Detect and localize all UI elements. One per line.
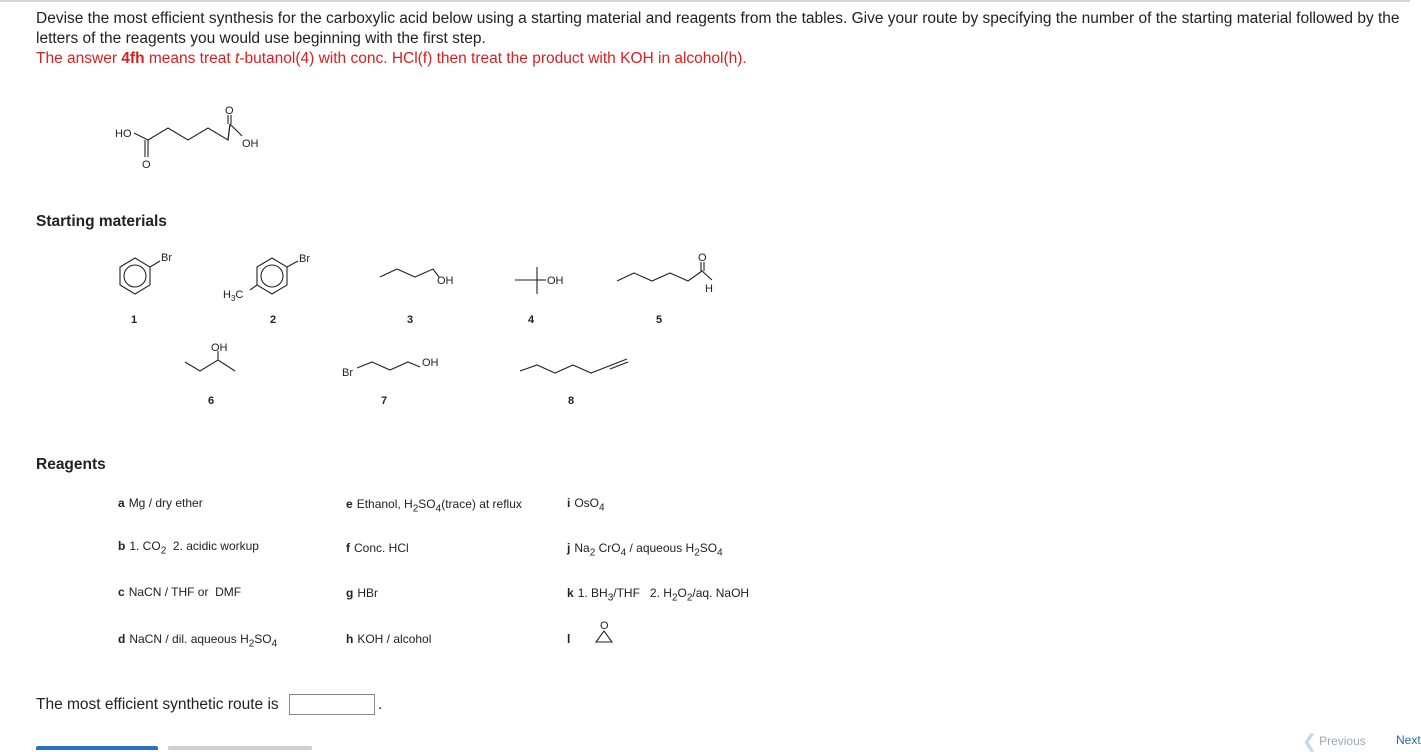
starting-material-3-structure [375, 262, 465, 297]
sm7-br-label: Br [342, 367, 353, 379]
starting-material-2-structure [220, 250, 320, 305]
sm5-h-label: H [705, 283, 713, 295]
sm-number-1: 1 [131, 314, 138, 326]
sm-number-8: 8 [568, 395, 575, 407]
question-example: The answer 4fh means treat t-butanol(4) with conc. HCl(f) then treat the product with KOH in alcohol(h). [36, 50, 747, 67]
reagent-c: c NaCN / THF or DMF [118, 585, 242, 599]
epoxide-o-label: O [600, 620, 609, 632]
sm1-br-label: Br [161, 252, 172, 264]
sm3-oh-label: OH [437, 275, 454, 287]
reagent-g: g HBr [346, 586, 379, 600]
sm2-br-label: Br [299, 253, 310, 265]
sm2-h3c-label: $H_3C$ [223, 289, 244, 303]
target-o-bottom: O [142, 159, 151, 171]
target-ho-label: HO [115, 128, 132, 140]
sm-number-7: 7 [381, 395, 388, 407]
answer-suffix: . [378, 696, 383, 713]
reagent-b: b 1. $CO_2$ 2. acidic workup [118, 539, 259, 557]
sm5-o-label: O [698, 252, 707, 264]
secondary-button-edge[interactable] [168, 746, 312, 750]
starting-material-8-structure [515, 355, 635, 385]
reagent-e: e Ethanol, $H_2SO_4(trace)$ at reflux [346, 497, 522, 515]
sm4-oh-label: OH [547, 275, 564, 287]
sm-number-5: 5 [656, 314, 663, 326]
reagent-i: i OsO$_4$ [567, 496, 605, 514]
reagent-d: d NaCN / dil. aqueous $H_2SO_4$ [118, 632, 278, 650]
chevron-left-icon: ❮ [1302, 731, 1318, 751]
sm-number-3: 3 [407, 314, 414, 326]
reagents-heading: Reagents [36, 456, 106, 473]
starting-material-5-structure [612, 248, 722, 298]
sm7-oh-label: OH [422, 357, 439, 369]
top-divider [0, 0, 1410, 2]
question-instructions: Devise the most efficient synthesis for the carboxylic acid below using a starting material and reagents from the tables. Give your route by specifying the number of the starting material followed by the letters of the reagents you would use beginning with the first step. [36, 10, 1400, 47]
starting-materials-heading: Starting materials [36, 213, 167, 230]
reagent-l: l [567, 632, 571, 646]
answer-input[interactable] [289, 694, 375, 715]
starting-material-7-structure [340, 352, 450, 387]
next-button[interactable]: Next [1396, 733, 1421, 747]
sm-number-6: 6 [208, 395, 215, 407]
reagent-a: a Mg / dry ether [118, 496, 203, 510]
starting-material-4-structure [510, 262, 580, 302]
sm-number-2: 2 [270, 314, 277, 326]
sm6-oh-label: OH [211, 342, 228, 354]
previous-button[interactable]: ❮ Previous [1302, 731, 1366, 751]
target-o-top: O [225, 105, 234, 117]
answer-prompt: The most efficient synthetic route is [36, 696, 279, 713]
reagent-f: f Conc. HCl [346, 541, 409, 555]
sm-number-4: 4 [528, 314, 535, 326]
reagent-k: k 1. $BH_3$/THF 2. $H_2O_2/aq$. NaOH [567, 586, 750, 604]
starting-material-1-structure [112, 250, 182, 300]
target-oh-label: OH [242, 138, 259, 150]
reagent-j: j $Na_2$ CrO$_4$ / aqueous $H_2SO_4$ [567, 541, 723, 559]
target-molecule [110, 100, 280, 175]
submit-button-edge[interactable] [36, 746, 158, 750]
starting-material-6-structure [180, 338, 250, 383]
reagent-h: h KOH / alcohol [346, 632, 432, 646]
question-text [36, 9, 1406, 69]
reagent-l-epoxide-structure [592, 618, 622, 646]
